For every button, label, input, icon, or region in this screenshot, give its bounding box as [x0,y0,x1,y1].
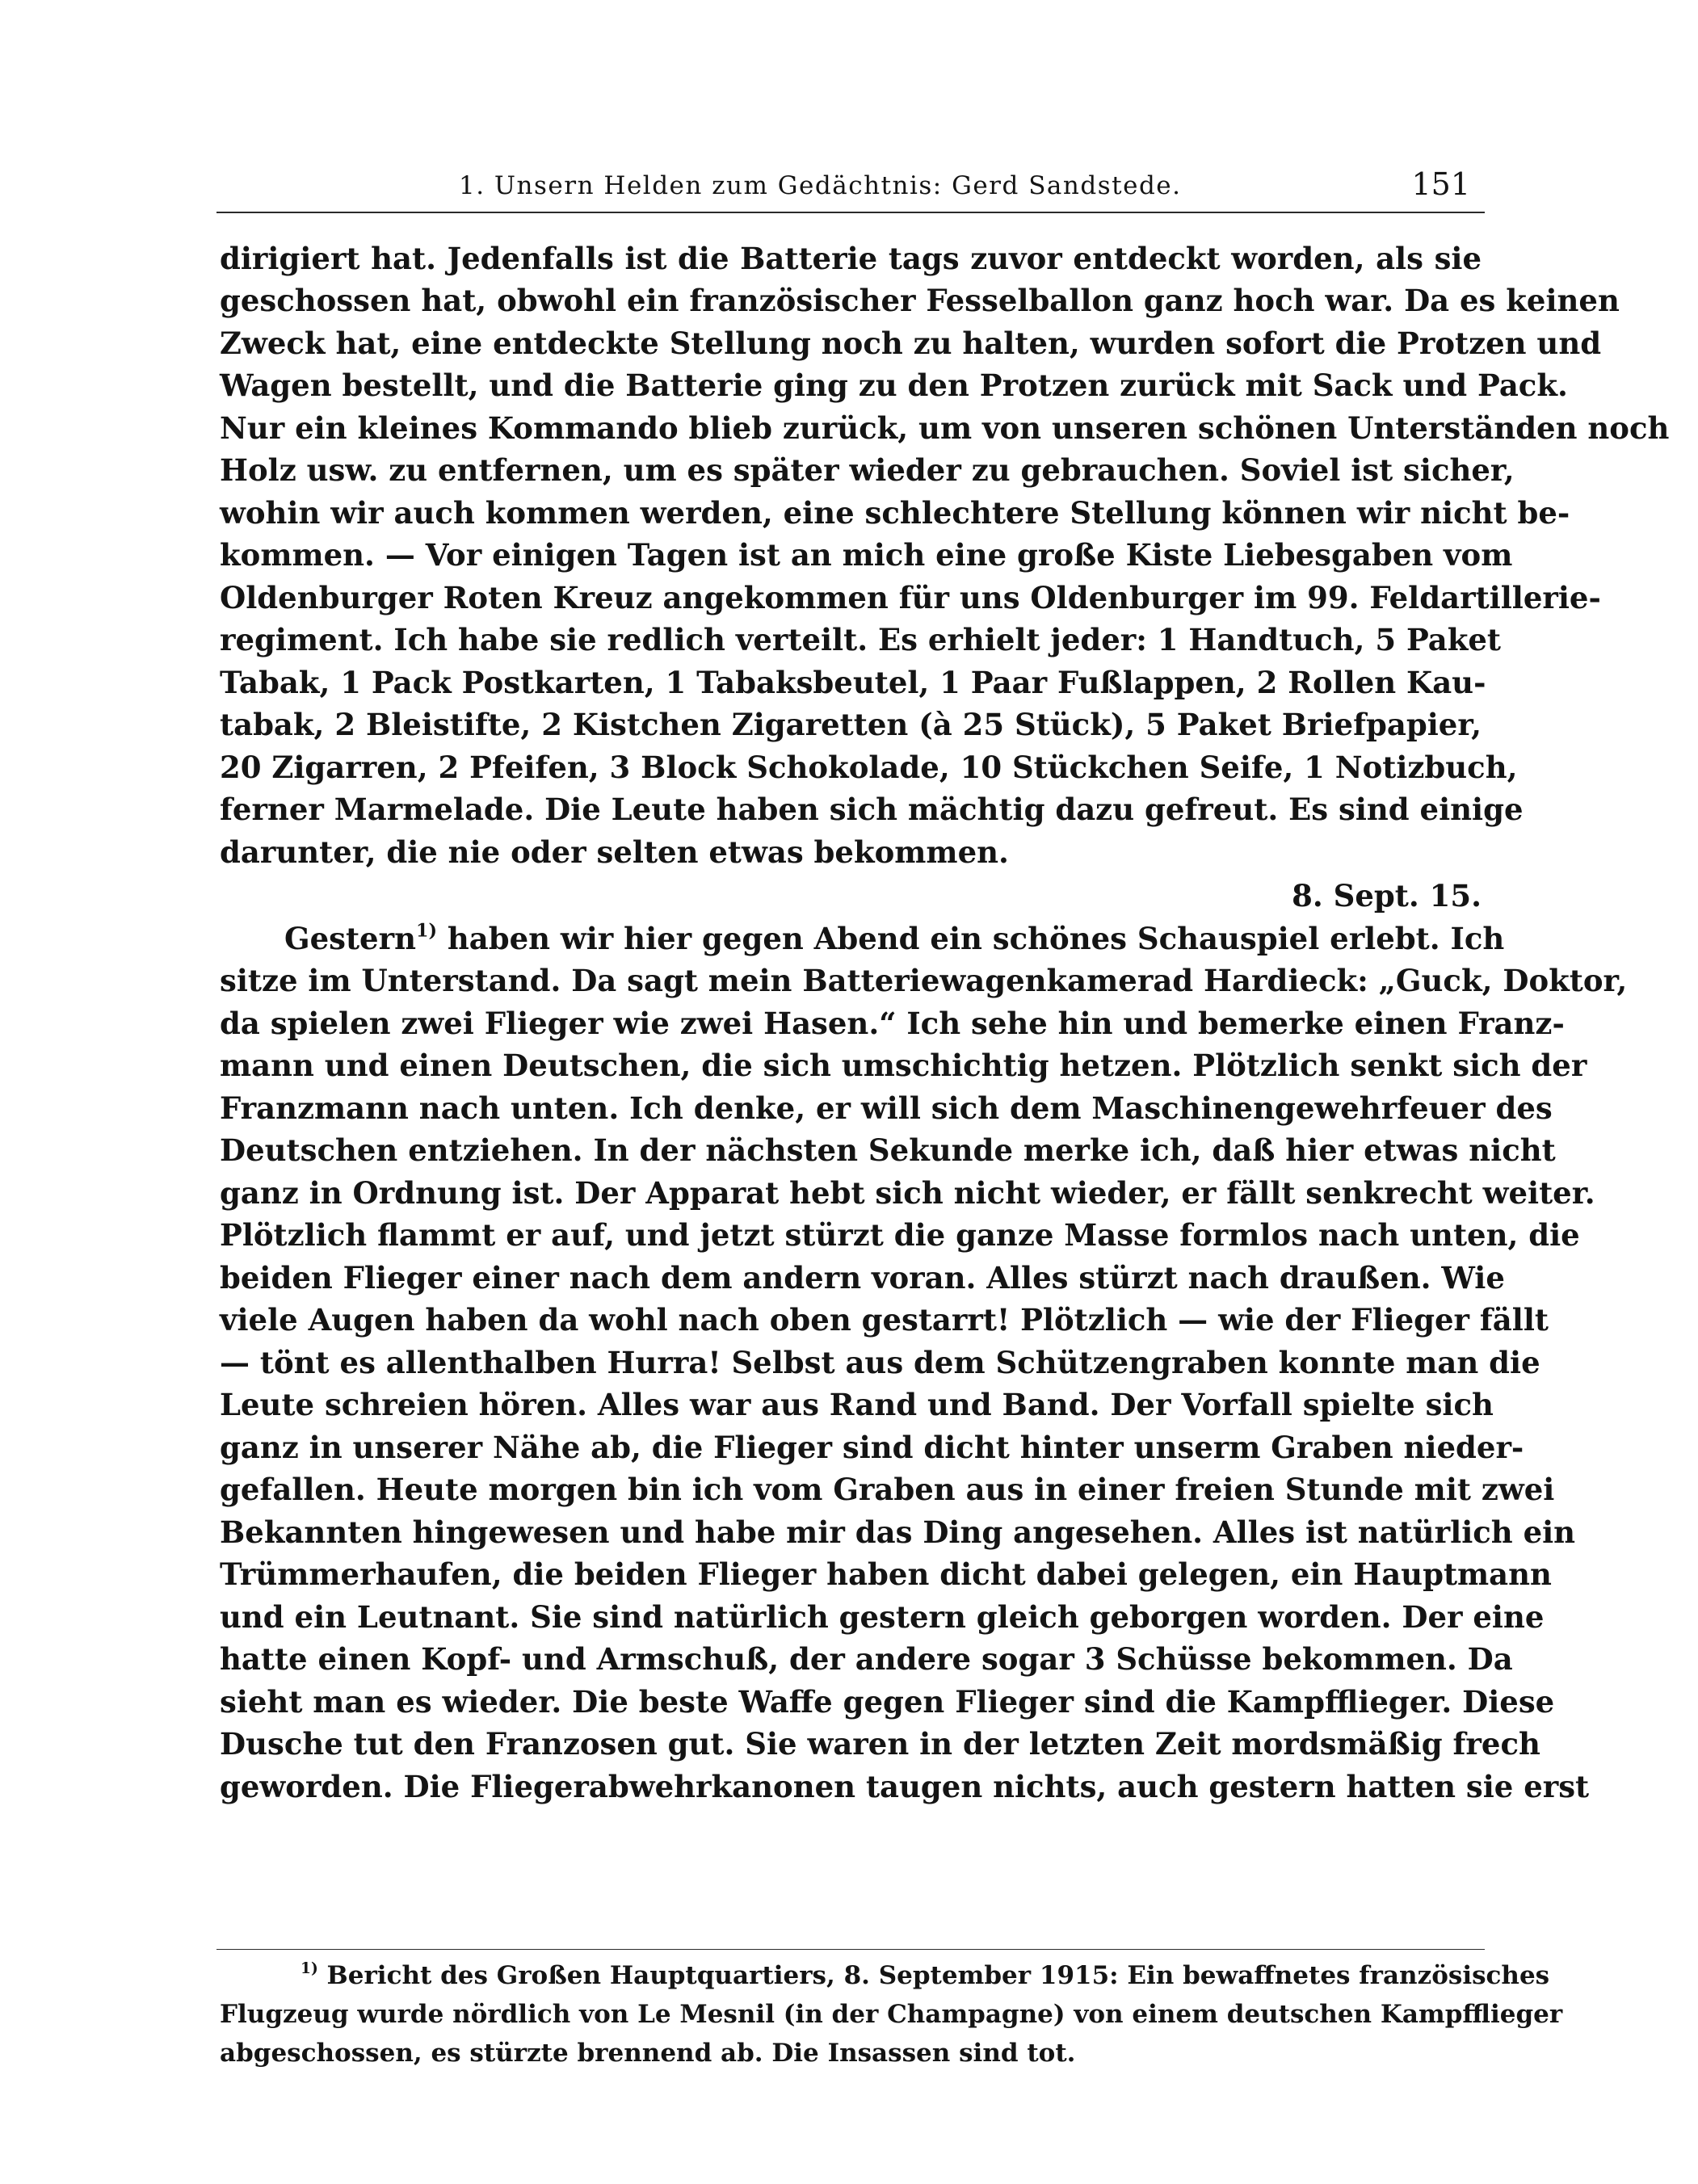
text-line: hatte einen Kopf- und Armschuß, der andere sogar 3 Schüsse bekommen. Da [220,1641,1513,1677]
text-line: Oldenburger Roten Kreuz angekommen für uns Oldenburger im 99. Feldartillerie- [220,580,1601,615]
text-line: ferner Marmelade. Die Leute haben sich mächtig dazu gefreut. Es sind einige [220,792,1524,827]
text-line: Franzmann nach unten. Ich denke, er will sich dem Maschinengewehrfeuer des [220,1090,1553,1126]
footnote-first-line [301,1956,1550,1995]
text-line: regiment. Ich habe sie redlich verteilt. Es erhielt jeder: 1 Handtuch, 5 Paket [220,622,1502,657]
text-line: Dusche tut den Franzosen gut. Sie waren in der letzten Zeit mordsmäßig frech [220,1726,1540,1762]
text-fragment: Gestern [284,921,416,956]
text-line: ganz in Ordnung ist. Der Apparat hebt sich nicht wieder, er fällt senkrecht weiter. [220,1175,1595,1211]
page-number: 151 [1411,166,1470,202]
text-line: dirigiert hat. Jedenfalls ist die Batterie tags zuvor entdeckt worden, als sie [220,241,1482,276]
text-line: gefallen. Heute morgen bin ich vom Graben aus in einer freien Stunde mit zwei [220,1472,1555,1507]
text-line: viele Augen haben da wohl nach oben gestarrt! Plötzlich — wie der Flieger fällt [220,1302,1549,1338]
text-line: kommen. — Vor einigen Tagen ist an mich eine große Kiste Liebesgaben vom [220,537,1513,573]
footnote-marker: 1) [301,1959,318,1977]
footnote-rule [216,1949,1485,1950]
text-line: Plötzlich flammt er auf, und jetzt stürzt die ganze Masse formlos nach unten, die [220,1217,1580,1253]
page-header [216,166,1485,215]
footnote-line: abgeschossen, es stürzte brennend ab. Die Insassen sind tot. [220,2039,1076,2068]
header-rule [216,212,1485,213]
text-line: ganz in unserer Nähe ab, die Flieger sind dicht hinter unserm Graben nieder- [220,1430,1524,1465]
text-line: Holz usw. zu entfernen, um es später wieder zu gebrauchen. Soviel ist sicher, [220,452,1515,488]
running-head: 1. Unsern Helden zum Gedächtnis: Gerd Sandstede. [459,171,1182,200]
text-line: mann und einen Deutschen, die sich umschichtig hetzen. Plötzlich senkt sich der [220,1048,1587,1083]
text-line: Nur ein kleines Kommando blieb zurück, um von unseren schönen Unterständen noch [220,410,1670,446]
text-line: sieht man es wieder. Die beste Waffe gegen Flieger sind die Kampfflieger. Diese [220,1684,1555,1720]
text-line: Leute schreien hören. Alles war aus Rand und Band. Der Vorfall spielte sich [220,1387,1494,1422]
text-line: da spielen zwei Flieger wie zwei Hasen.“ Ich sehe hin und bemerke einen Franz- [220,1006,1565,1041]
paragraph-first-line [284,918,1505,960]
text-fragment: Bericht des Großen Hauptquartiers, 8. September 1915: Ein bewaffnetes französisches [317,1961,1550,1990]
text-line: 20 Zigarren, 2 Pfeifen, 3 Block Schokolade, 10 Stückchen Seife, 1 Notizbuch, [220,750,1518,785]
text-line: geworden. Die Fliegerabwehrkanonen taugen nichts, auch gestern hatten sie erst [220,1769,1590,1804]
text-line: wohin wir auch kommen werden, eine schlechtere Stellung können wir nicht be- [220,495,1570,531]
text-line: Deutschen entziehen. In der nächsten Sekunde merke ich, daß hier etwas nicht [220,1132,1556,1168]
footnote-marker: 1) [416,920,437,942]
text-line: Trümmerhaufen, die beiden Flieger haben dicht dabei gelegen, ein Hauptmann [220,1556,1552,1592]
date-line: 8. Sept. 15. [1292,878,1482,914]
text-line: darunter, die nie oder selten etwas bekommen. [220,834,1009,870]
text-line: beiden Flieger einer nach dem andern voran. Alles stürzt nach draußen. Wie [220,1260,1505,1296]
text-line: Wagen bestellt, und die Batterie ging zu den Protzen zurück mit Sack und Pack. [220,368,1568,403]
text-line: geschossen hat, obwohl ein französischer Fesselballon ganz hoch war. Da es keinen [220,283,1620,318]
text-line: und ein Leutnant. Sie sind natürlich gestern gleich geborgen worden. Der eine [220,1599,1545,1635]
text-line: Zweck hat, eine entdeckte Stellung noch zu halten, wurden sofort die Protzen und [220,326,1602,361]
text-line: sitze im Unterstand. Da sagt mein Batteriewagenkamerad Hardieck: „Guck, Doktor, [220,963,1628,998]
text-line: Bekannten hingewesen und habe mir das Ding angesehen. Alles ist natürlich ein [220,1514,1576,1550]
text-fragment: haben wir hier gegen Abend ein schönes Schauspiel erlebt. Ich [436,921,1505,956]
text-line: tabak, 2 Bleistifte, 2 Kistchen Zigaretten (à 25 Stück), 5 Paket Briefpapier, [220,707,1482,742]
text-line: Tabak, 1 Pack Postkarten, 1 Tabaksbeutel, 1 Paar Fußlappen, 2 Rollen Kau- [220,665,1486,700]
text-line: — tönt es allenthalben Hurra! Selbst aus dem Schützengraben konnte man die [220,1345,1540,1380]
footnote-line: Flugzeug wurde nördlich von Le Mesnil (in der Champagne) von einem deutschen Kampfflieger [220,2000,1563,2029]
